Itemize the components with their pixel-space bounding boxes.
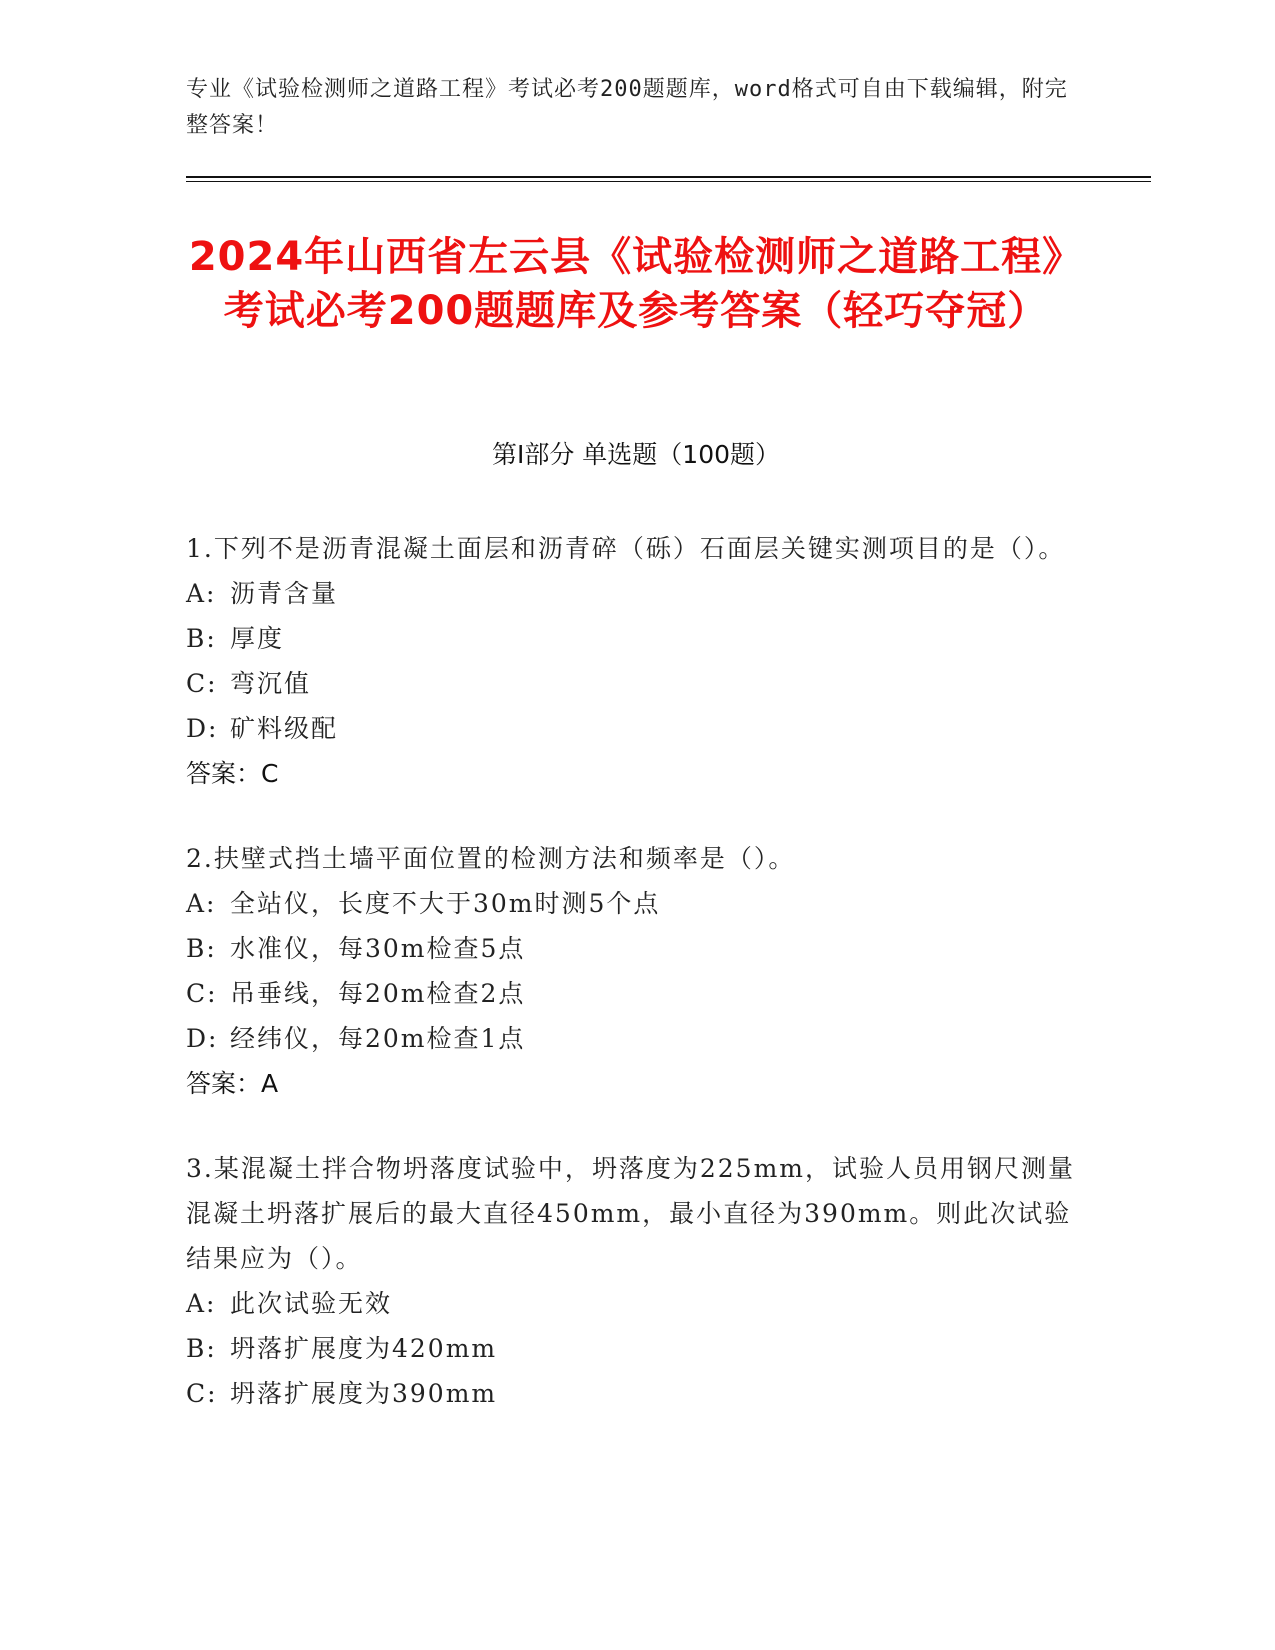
option-a (186, 881, 1091, 926)
question-list (186, 526, 1091, 1456)
option-d (186, 706, 1091, 751)
option-key: B: (186, 624, 217, 653)
option-a (186, 1281, 1091, 1326)
question-2 (186, 836, 1091, 1106)
question-stem: 3.某混凝土拌合物坍落度试验中，坍落度为225mm，试验人员用钢尺测量混凝土坍落扩展后的最大直径450mm，最小直径为390mm。则此次试验结果应为（）。 (186, 1154, 1075, 1273)
option-key: D: (186, 714, 219, 743)
option-text: 水准仪，每30m检查5点 (230, 934, 526, 963)
header-note: 专业《试验检测师之道路工程》考试必考200题题库，word格式可自由下载编辑，附完整答案！ (186, 77, 1068, 138)
option-text: 坍落扩展度为390mm (230, 1379, 498, 1408)
option-b (186, 616, 1091, 661)
option-key: C: (186, 669, 218, 698)
option-key: C: (186, 979, 218, 1008)
option-text: 全站仪，长度不大于30m时测5个点 (230, 889, 661, 918)
option-key: B: (186, 1334, 217, 1363)
question-stem: 1.下列不是沥青混凝土面层和沥青碎（砾）石面层关键实测项目的是（）。 (186, 534, 1066, 563)
answer: 答案：C (186, 759, 279, 788)
section-title: 第Ⅰ部分 单选题（100题） (491, 440, 781, 469)
option-text: 经纬仪，每20m检查1点 (230, 1024, 526, 1053)
option-text: 此次试验无效 (230, 1289, 393, 1318)
option-text: 矿料级配 (230, 714, 339, 743)
document-title: 2024年山西省左云县《试验检测师之道路工程》考试必考200题题库及参考答案（轻巧夺冠） (188, 234, 1084, 334)
option-text: 厚度 (230, 624, 285, 653)
option-key: C: (186, 1379, 218, 1408)
header-rule-thin (186, 181, 1151, 182)
question-1 (186, 526, 1091, 796)
option-text: 吊垂线，每20m检查2点 (230, 979, 526, 1008)
header-rule-thick (186, 176, 1151, 178)
option-b (186, 926, 1091, 971)
option-a (186, 571, 1091, 616)
option-b (186, 1326, 1091, 1371)
answer: 答案：A (186, 1069, 279, 1098)
option-c (186, 971, 1091, 1016)
option-key: A: (186, 579, 217, 608)
option-text: 沥青含量 (230, 579, 339, 608)
question-stem: 2.扶壁式挡土墙平面位置的检测方法和频率是（）。 (186, 844, 796, 873)
option-d (186, 1016, 1091, 1061)
option-key: A: (186, 1289, 217, 1318)
option-key: B: (186, 934, 217, 963)
option-text: 弯沉值 (230, 669, 312, 698)
option-text: 坍落扩展度为420mm (230, 1334, 498, 1363)
option-key: D: (186, 1024, 219, 1053)
option-c (186, 1371, 1091, 1416)
question-3 (186, 1146, 1091, 1416)
option-key: A: (186, 889, 217, 918)
option-c (186, 661, 1091, 706)
